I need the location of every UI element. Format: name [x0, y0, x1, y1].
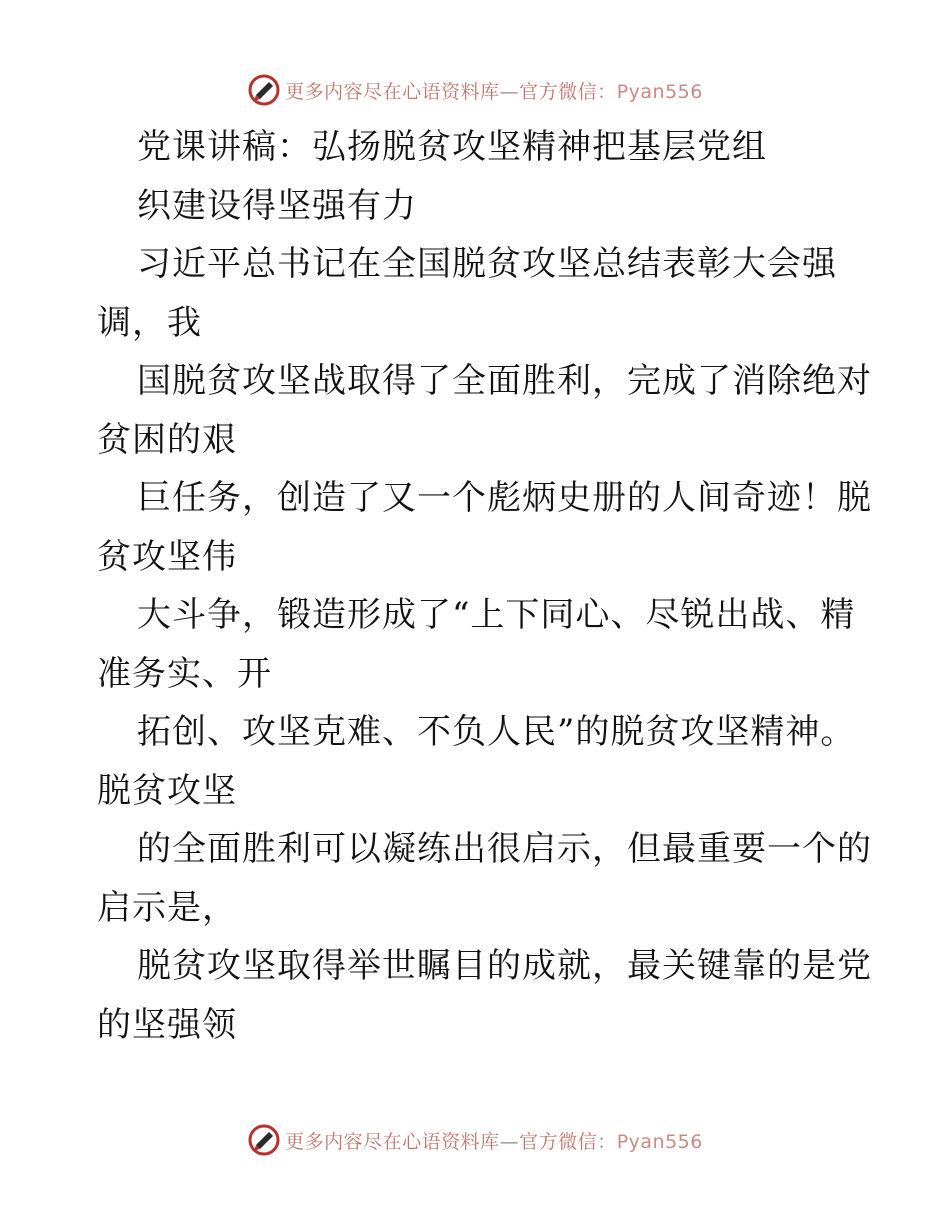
body-line: 拓创、攻坚克难、不负人民”的脱贫攻坚精神。 — [137, 712, 856, 752]
header-contact-label: 官方微信： — [519, 80, 617, 103]
body-line: 习近平总书记在全国脱贫攻坚总结表彰大会强 — [137, 244, 837, 284]
footer-contact-id: Pyan556 — [616, 1130, 703, 1153]
body-line: 贫困的艰 — [97, 419, 237, 460]
document-body — [97, 118, 872, 1054]
header-separator: — — [499, 80, 520, 103]
pen-nib-logo-icon — [247, 73, 281, 107]
body-line: 脱贫攻坚 — [97, 770, 237, 811]
body-line: 准务实、开 — [97, 653, 272, 694]
header-text — [285, 77, 703, 104]
body-line: 国脱贫攻坚战取得了全面胜利，完成了消除绝对 — [137, 361, 872, 401]
footer-separator: — — [499, 1130, 520, 1153]
header-site-text: 更多内容尽在心语资料库 — [285, 80, 500, 103]
footer-site-text: 更多内容尽在心语资料库 — [285, 1130, 500, 1153]
body-line: 巨任务，创造了又一个彪炳史册的人间奇迹！脱 — [137, 478, 872, 518]
body-line: 织建设得坚强有力 — [137, 185, 417, 226]
footer-contact-label: 官方微信： — [519, 1130, 617, 1153]
body-line: 大斗争，锻造形成了“上下同心、尽锐出战、精 — [137, 595, 856, 635]
body-line: 的全面胜利可以凝练出很启示，但最重要一个的 — [137, 829, 872, 869]
footer-banner — [0, 1120, 950, 1160]
body-line: 贫攻坚伟 — [97, 536, 237, 577]
footer-text — [285, 1127, 703, 1154]
header-contact-id: Pyan556 — [616, 80, 703, 103]
body-line: 调，我 — [97, 302, 202, 343]
body-line: 的坚强领 — [97, 1004, 237, 1045]
body-line: 脱贫攻坚取得举世瞩目的成就，最关键靠的是党 — [137, 946, 872, 986]
body-line: 启示是， — [97, 887, 237, 928]
pen-nib-logo-icon — [247, 1123, 281, 1157]
body-line: 党课讲稿：弘扬脱贫攻坚精神把基层党组 — [137, 127, 767, 167]
header-banner — [0, 70, 950, 110]
